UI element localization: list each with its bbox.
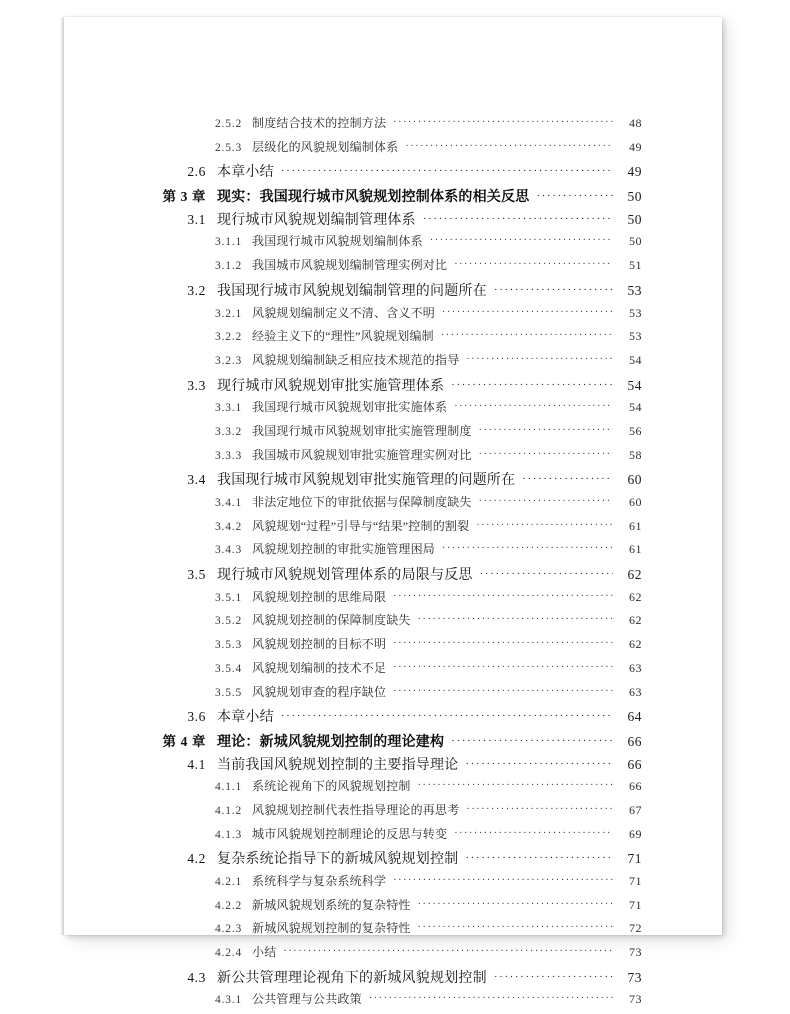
toc-entry-title: 新公共管理理论视角下的新城风貌规划控制 bbox=[217, 970, 487, 986]
toc-entry-page-number: 71 bbox=[627, 851, 642, 867]
toc-entry-number: 3.3 bbox=[187, 377, 206, 393]
toc-entry[interactable] bbox=[152, 232, 642, 256]
toc-leader-dots bbox=[393, 639, 613, 649]
toc-entry-page-number: 71 bbox=[629, 897, 642, 912]
toc-entry-title: 风貌规划“过程”引导与“结果”控制的割裂 bbox=[252, 518, 470, 533]
toc-entry-number: 2.5.3 bbox=[215, 141, 242, 154]
toc-entry-title: 我国城市风貌规划审批实施管理实例对比 bbox=[252, 447, 472, 462]
toc-entry[interactable] bbox=[152, 469, 642, 493]
toc-entry-page-number: 67 bbox=[629, 802, 642, 817]
toc-entry-page-number: 63 bbox=[629, 684, 642, 699]
toc-entry-page-number: 61 bbox=[629, 542, 642, 557]
toc-entry-number: 4.1.2 bbox=[215, 804, 242, 817]
toc-entry[interactable] bbox=[152, 564, 642, 588]
toc-entry[interactable] bbox=[152, 351, 642, 375]
toc-entry[interactable] bbox=[152, 777, 642, 801]
toc-entry[interactable] bbox=[152, 161, 642, 185]
toc-entry-number: 3.4.3 bbox=[215, 544, 242, 557]
toc-entry-number: 4.3 bbox=[187, 969, 206, 985]
toc-entry-number: 3.5.1 bbox=[215, 591, 242, 604]
toc-entry-number: 3.5.5 bbox=[215, 686, 242, 699]
toc-leader-dots bbox=[536, 191, 613, 202]
toc-leader-dots bbox=[430, 236, 613, 246]
toc-entry[interactable] bbox=[152, 114, 642, 138]
toc-entry-page-number: 73 bbox=[627, 969, 642, 985]
toc-entry-title: 当前我国风貌规划控制的主要指导理论 bbox=[217, 757, 459, 773]
toc-leader-dots bbox=[451, 380, 613, 391]
toc-entry-title: 系统科学与复杂系统科学 bbox=[252, 874, 387, 888]
toc-entry[interactable] bbox=[152, 280, 642, 304]
toc-entry[interactable] bbox=[152, 872, 642, 896]
toc-leader-dots bbox=[465, 853, 613, 864]
toc-entry-title: 非法定地位下的审批依据与保障制度缺失 bbox=[252, 495, 472, 509]
toc-entry-number: 3.2.1 bbox=[215, 307, 242, 320]
toc-entry[interactable] bbox=[152, 375, 642, 399]
toc-entry-page-number: 72 bbox=[629, 921, 642, 936]
toc-entry[interactable] bbox=[152, 588, 642, 612]
toc-entry[interactable] bbox=[152, 422, 642, 446]
toc-entry-number: 3.5 bbox=[187, 567, 206, 583]
toc-entry-number: 3.3.2 bbox=[215, 425, 242, 438]
toc-entry[interactable] bbox=[152, 256, 642, 280]
toc-leader-dots bbox=[393, 118, 613, 128]
toc-entry[interactable] bbox=[152, 896, 642, 920]
toc-leader-dots bbox=[494, 285, 613, 296]
toc-leader-dots bbox=[393, 876, 613, 886]
toc-entry[interactable] bbox=[152, 825, 642, 849]
toc-entry-title: 小结 bbox=[252, 945, 277, 960]
toc-entry-number: 4.2 bbox=[187, 851, 206, 867]
toc-entry-number: 3.1.1 bbox=[215, 236, 242, 249]
toc-entry-title: 层级化的风貌规划编制体系 bbox=[252, 139, 399, 154]
toc-entry-page-number: 50 bbox=[629, 234, 642, 249]
toc-entry-title: 新城风貌规划控制的复杂特性 bbox=[252, 921, 411, 936]
toc-leader-dots bbox=[454, 260, 613, 270]
toc-entry[interactable] bbox=[152, 706, 642, 730]
toc-entry-page-number: 61 bbox=[629, 518, 642, 533]
toc-leader-dots bbox=[454, 829, 613, 839]
toc-entry-title: 我国城市风貌规划编制管理实例对比 bbox=[252, 258, 448, 273]
toc-entry-number: 4.1.1 bbox=[215, 781, 242, 794]
toc-entry-title: 风貌规划编制定义不清、含义不明 bbox=[252, 305, 436, 320]
toc-entry-title: 风貌规划控制的目标不明 bbox=[252, 637, 387, 652]
toc-entry-page-number: 62 bbox=[629, 613, 642, 628]
toc-entry[interactable] bbox=[152, 635, 642, 659]
toc-entry-number: 4.1 bbox=[187, 756, 206, 772]
toc-entry-title: 现实：我国现行城市风貌规划控制体系的相关反思 bbox=[217, 190, 530, 206]
toc-leader-dots bbox=[451, 736, 613, 747]
toc-leader-dots bbox=[418, 615, 613, 625]
toc-entry-title: 现行城市风貌规划审批实施管理体系 bbox=[217, 378, 445, 394]
toc-leader-dots bbox=[418, 781, 613, 791]
toc-entry-title: 现行城市风貌规划管理体系的局限与反思 bbox=[217, 568, 473, 584]
toc-leader-dots bbox=[418, 900, 613, 910]
table-of-contents bbox=[152, 114, 642, 1014]
toc-entry-number: 4.2.4 bbox=[215, 947, 242, 960]
toc-entry-number: 4.2.2 bbox=[215, 899, 242, 912]
toc-entry-page-number: 54 bbox=[629, 352, 642, 367]
toc-entry-page-number: 50 bbox=[627, 211, 642, 227]
toc-entry-page-number: 66 bbox=[629, 779, 642, 794]
toc-entry-title: 公共管理与公共政策 bbox=[252, 992, 362, 1007]
toc-leader-dots bbox=[441, 331, 613, 341]
toc-entry[interactable] bbox=[152, 209, 642, 233]
toc-entry[interactable] bbox=[152, 517, 642, 541]
toc-entry-title: 我国现行城市风貌规划编制体系 bbox=[252, 234, 423, 249]
toc-entry-page-number: 49 bbox=[627, 164, 642, 180]
toc-leader-dots bbox=[454, 402, 613, 412]
toc-leader-dots bbox=[393, 663, 613, 673]
toc-leader-dots bbox=[465, 759, 613, 770]
toc-entry-page-number: 53 bbox=[629, 329, 642, 344]
toc-entry-number: 3.3.3 bbox=[215, 449, 242, 462]
toc-entry-page-number: 62 bbox=[627, 567, 642, 583]
toc-entry-page-number: 54 bbox=[627, 377, 642, 393]
toc-entry[interactable] bbox=[152, 398, 642, 422]
toc-leader-dots bbox=[281, 166, 613, 177]
toc-entry-number: 3.4 bbox=[187, 472, 206, 488]
toc-entry-page-number: 60 bbox=[629, 495, 642, 509]
toc-entry-number: 3.2.3 bbox=[215, 354, 242, 367]
toc-entry-title: 理论：新城风貌规划控制的理论建构 bbox=[217, 734, 445, 750]
toc-entry[interactable] bbox=[152, 327, 642, 351]
toc-entry-page-number: 53 bbox=[627, 282, 642, 298]
toc-entry[interactable] bbox=[152, 967, 642, 991]
toc-entry[interactable] bbox=[152, 446, 642, 470]
toc-entry-page-number: 53 bbox=[629, 305, 642, 320]
toc-leader-dots bbox=[476, 521, 613, 531]
toc-entry-number: 3.1.2 bbox=[215, 260, 242, 273]
toc-entry-number: 第 4 章 bbox=[162, 733, 206, 749]
toc-entry[interactable] bbox=[152, 493, 642, 517]
toc-entry-title: 经验主义下的“理性”风貌规划编制 bbox=[252, 329, 434, 344]
toc-entry-title: 复杂系统论指导下的新城风貌规划控制 bbox=[217, 852, 459, 868]
toc-entry-page-number: 54 bbox=[629, 400, 642, 415]
toc-entry[interactable] bbox=[152, 540, 642, 564]
toc-entry-page-number: 62 bbox=[629, 589, 642, 604]
toc-leader-dots bbox=[522, 474, 613, 485]
toc-leader-dots bbox=[442, 308, 613, 318]
toc-entry[interactable] bbox=[152, 943, 642, 967]
toc-entry[interactable] bbox=[152, 659, 642, 683]
toc-entry-number: 3.4.2 bbox=[215, 520, 242, 533]
toc-leader-dots bbox=[418, 923, 613, 933]
toc-entry-page-number: 62 bbox=[629, 637, 642, 652]
toc-leader-dots bbox=[369, 994, 613, 1004]
toc-entry-page-number: 64 bbox=[627, 709, 642, 725]
toc-entry-title: 我国现行城市风貌规划审批实施管理的问题所在 bbox=[217, 473, 516, 489]
toc-entry[interactable] bbox=[152, 848, 642, 872]
toc-entry-title: 我国现行城市风貌规划编制管理的问题所在 bbox=[217, 283, 487, 299]
toc-entry[interactable] bbox=[152, 730, 642, 754]
toc-leader-dots bbox=[281, 711, 613, 722]
toc-entry-number: 第 3 章 bbox=[162, 189, 206, 205]
toc-entry-page-number: 50 bbox=[627, 189, 642, 205]
toc-entry-number: 4.2.3 bbox=[215, 923, 242, 936]
toc-entry-page-number: 66 bbox=[627, 733, 642, 749]
toc-entry-page-number: 73 bbox=[629, 945, 642, 960]
toc-leader-dots bbox=[393, 592, 613, 602]
toc-leader-dots bbox=[480, 569, 613, 580]
toc-entry[interactable] bbox=[152, 304, 642, 328]
toc-entry-number: 3.6 bbox=[187, 709, 206, 725]
toc-entry-title: 风貌规划审查的程序缺位 bbox=[252, 684, 387, 699]
toc-entry-page-number: 48 bbox=[629, 116, 642, 130]
toc-entry-title: 风貌规划编制的技术不足 bbox=[252, 660, 387, 675]
toc-entry-title: 新城风貌规划系统的复杂特性 bbox=[252, 897, 411, 912]
toc-entry-title: 风貌规划控制代表性指导理论的再思考 bbox=[252, 802, 460, 817]
toc-entry-page-number: 66 bbox=[627, 756, 642, 772]
toc-entry-number: 4.2.1 bbox=[215, 876, 242, 888]
toc-entry-number: 3.5.4 bbox=[215, 662, 242, 675]
toc-entry-page-number: 58 bbox=[629, 447, 642, 462]
toc-leader-dots bbox=[479, 497, 613, 507]
toc-entry-title: 本章小结 bbox=[217, 165, 274, 181]
toc-entry-page-number: 63 bbox=[629, 660, 642, 675]
toc-leader-dots bbox=[393, 687, 613, 697]
toc-leader-dots bbox=[479, 450, 613, 460]
toc-entry-page-number: 69 bbox=[629, 826, 642, 841]
toc-entry-title: 我国现行城市风貌规划审批实施管理制度 bbox=[252, 423, 472, 438]
toc-entry[interactable] bbox=[152, 683, 642, 707]
toc-entry-title: 风貌规划控制的审批实施管理困局 bbox=[252, 542, 436, 557]
toc-leader-dots bbox=[466, 355, 613, 365]
toc-entry-number: 3.5.2 bbox=[215, 615, 242, 628]
toc-entry-number: 3.2.2 bbox=[215, 331, 242, 344]
toc-entry-number: 4.1.3 bbox=[215, 828, 242, 841]
toc-entry-page-number: 51 bbox=[629, 258, 642, 273]
toc-entry-number: 3.4.1 bbox=[215, 497, 242, 509]
toc-entry-number: 2.6 bbox=[187, 164, 206, 180]
toc-leader-dots bbox=[405, 142, 613, 152]
toc-entry-title: 我国现行城市风貌规划审批实施体系 bbox=[252, 400, 448, 415]
toc-entry-title: 现行城市风貌规划编制管理体系 bbox=[217, 212, 416, 228]
toc-entry-page-number: 56 bbox=[629, 423, 642, 438]
toc-entry[interactable] bbox=[152, 919, 642, 943]
toc-entry-title: 城市风貌规划控制理论的反思与转变 bbox=[252, 826, 448, 841]
toc-entry-title: 风貌规划编制缺乏相应技术规范的指导 bbox=[252, 352, 460, 367]
toc-entry-page-number: 71 bbox=[629, 874, 642, 888]
toc-entry[interactable] bbox=[152, 801, 642, 825]
toc-entry-page-number: 49 bbox=[629, 139, 642, 154]
toc-leader-dots bbox=[423, 214, 613, 225]
toc-leader-dots bbox=[466, 805, 613, 815]
toc-leader-dots bbox=[283, 947, 613, 957]
toc-leader-dots bbox=[442, 544, 613, 554]
toc-leader-dots bbox=[479, 426, 613, 436]
toc-entry-number: 4.3.1 bbox=[215, 994, 242, 1007]
toc-entry-page-number: 73 bbox=[629, 992, 642, 1007]
toc-entry[interactable] bbox=[152, 990, 642, 1014]
toc-entry-title: 风貌规划控制的保障制度缺失 bbox=[252, 613, 411, 628]
toc-leader-dots bbox=[494, 972, 613, 983]
toc-entry-number: 3.1 bbox=[187, 211, 206, 227]
toc-entry-number: 3.5.3 bbox=[215, 639, 242, 652]
toc-entry-title: 本章小结 bbox=[217, 710, 274, 726]
toc-entry-number: 3.3.1 bbox=[215, 402, 242, 415]
toc-entry-title: 系统论视角下的风貌规划控制 bbox=[252, 779, 411, 794]
toc-entry[interactable] bbox=[152, 611, 642, 635]
toc-entry-title: 制度结合技术的控制方法 bbox=[252, 116, 387, 130]
scanned-page-sheet bbox=[64, 17, 722, 1007]
toc-entry[interactable] bbox=[152, 754, 642, 778]
toc-entry[interactable] bbox=[152, 185, 642, 209]
toc-entry-number: 2.5.2 bbox=[215, 118, 242, 130]
toc-entry-number: 3.2 bbox=[187, 282, 206, 298]
toc-entry[interactable] bbox=[152, 138, 642, 162]
toc-entry-title: 风貌规划控制的思维局限 bbox=[252, 589, 387, 604]
toc-entry-page-number: 60 bbox=[627, 472, 642, 488]
